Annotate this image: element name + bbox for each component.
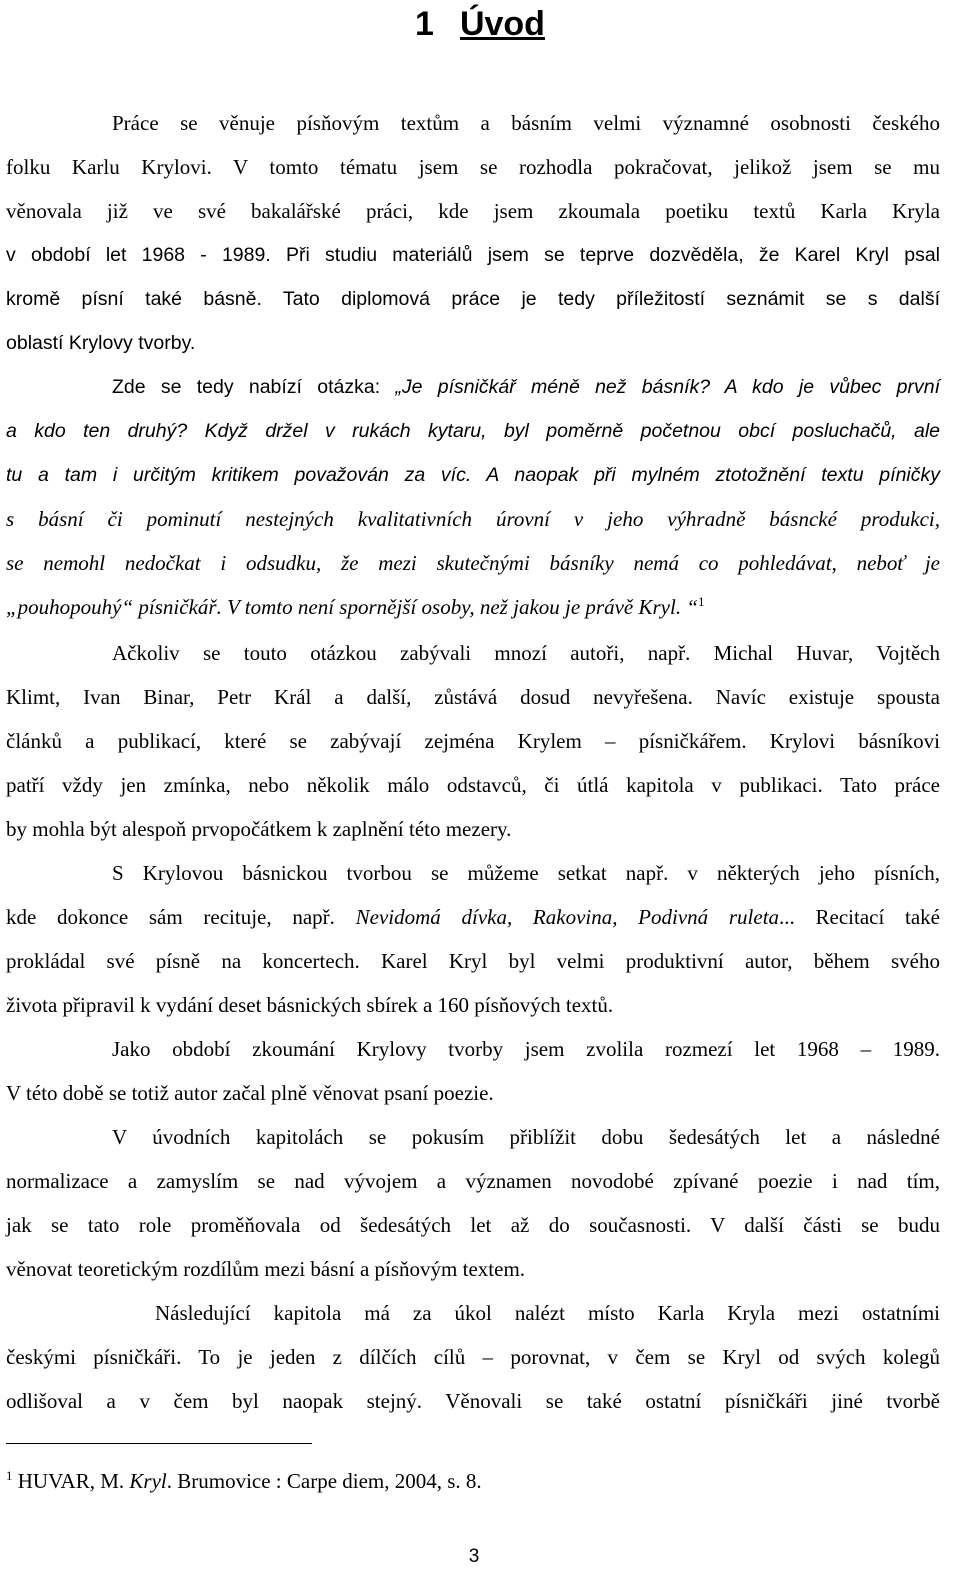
paragraph-3-line-1: Ačkoliv se touto otázkou zabývali mnozí autoři, např. Michal Huvar, Vojtěch xyxy=(112,641,940,665)
paragraph-5-line-1: Jako období zkoumání Krylovy tvorby jsem zvolila rozmezí let 1968 – 1989. xyxy=(112,1037,940,1061)
chapter-number: 1 xyxy=(415,5,434,43)
paragraph-2-line-3: tu a tam i určitým kritikem považován za víc. A naopak při mylném ztotožnění textu píničky xyxy=(6,464,940,486)
paragraph-4-line-3: prokládal své písně na koncertech. Karel Kryl byl velmi produktivní autor, během svého xyxy=(6,949,940,973)
paragraph-3-line-4: patří vždy jen zmínka, nebo několik málo odstavců, či útlá kapitola v publikaci. Tato práce xyxy=(6,773,940,797)
paragraph-7-line-1: Následující kapitola má za úkol nalézt místo Karla Kryla mezi ostatními xyxy=(155,1301,940,1325)
paragraph-2-line-4: s básní či pominutí nestejných kvalitativních úrovní v jeho výhradně básncké produkci, xyxy=(6,507,940,531)
footnote-mark: 1 xyxy=(6,1468,13,1483)
page-number: 3 xyxy=(468,1546,480,1567)
paragraph-3-line-5: by mohla být alespoň prvopočátkem k zaplnění této mezery. xyxy=(6,817,512,841)
paragraph-6-line-1: V úvodních kapitolách se pokusím přiblížit dobu šedesátých let a následné xyxy=(112,1125,940,1149)
paragraph-6-line-4: věnovat teoretickým rozdílům mezi básní a písňovým textem. xyxy=(6,1257,526,1281)
chapter-title: Úvod xyxy=(459,5,545,43)
footnote: $^1$ HUVAR, M. Kryl. Brumovice : Carpe diem, 2004, s. 8. xyxy=(6,1468,482,1493)
song-titles: Nevidomá dívka, Rakovina, Podivná ruleta xyxy=(355,905,780,929)
paragraph-1-line-3: věnovala již ve své bakalářské práci, kde jsem zkoumala poetiku textů Karla Kryla xyxy=(6,199,940,223)
paragraph-6-line-3: jak se tato role proměňovala od šedesátých let až do současnosti. V další části se budu xyxy=(6,1213,940,1237)
paragraph-1-line-5: kromě písní také básně. Tato diplomová práce je tedy příležitostí seznámit se s další xyxy=(6,288,940,310)
paragraph-1-line-4: v období let 1968 - 1989. Při studiu materiálů jsem se teprve dozvěděla, že Karel Kryl psal xyxy=(6,244,940,266)
chapter-heading xyxy=(0,0,960,48)
paragraph-7-line-2: českými písničkáři. To je jeden z dílčích cílů – porovnat, v čem se Kryl od svých kolegů xyxy=(6,1345,940,1369)
quote-start: „Je písničkář méně než básník? A kdo je vůbec první xyxy=(395,376,940,398)
paragraph-2-line-5: se nemohl nedočkat i odsudku, že mezi skutečnými básníky nemá co pohledávat, neboť je xyxy=(6,551,940,575)
footnote-separator xyxy=(6,1443,312,1444)
paragraph-2-line-2: a kdo ten druhý? Když držel v rukách kytaru, byl poměrně početnou obcí posluchačů, ale xyxy=(6,420,940,442)
paragraph-6-line-2: normalizace a zamyslím se nad vývojem a významen novodobé zpívané poezie i nad tím, xyxy=(6,1169,940,1193)
paragraph-3-line-3: článků a publikací, které se zabývají zejména Krylem – písničkářem. Krylovi básníkovi xyxy=(6,729,940,753)
paragraph-1-line-2: folku Karlu Krylovi. V tomto tématu jsem se rozhodla pokračovat, jelikož jsem se mu xyxy=(6,155,940,179)
footnote-reference: 1 xyxy=(698,594,705,609)
footnote-title: Kryl xyxy=(129,1469,167,1493)
paragraph-7-line-3: odlišoval a v čem byl naopak stejný. Věnovali se také ostatní písničkáři jiné tvorbě xyxy=(6,1389,940,1413)
paragraph-1-line-6: oblastí Krylovy tvorby. xyxy=(6,332,196,354)
paragraph-2-line-6: „pouhopouhý“ písničkář. V tomto není spornější osoby, než jakou je právě Kryl. “$^1$ xyxy=(6,594,705,619)
paragraph-5-line-2: V této době se totiž autor začal plně věnovat psaní poezie. xyxy=(6,1081,494,1105)
paragraph-4-line-4: života připravil k vydání deset básnických sbírek a 160 písňových textů. xyxy=(6,993,614,1017)
paragraph-4-line-2: kde dokonce sám recituje, např. Nevidomá dívka, Rakovina, Podivná ruleta... Recitací také xyxy=(6,905,940,929)
quote-intro: Zde se tedy nabízí otázka: xyxy=(112,376,396,398)
paragraph-4-line-1: S Krylovou básnickou tvorbou se můžeme setkat např. v některých jeho písních, xyxy=(112,861,940,885)
paragraph-3-line-2: Klimt, Ivan Binar, Petr Král a další, zůstává dosud nevyřešena. Navíc existuje spousta xyxy=(6,685,940,709)
paragraph-1-line-1: Práce se věnuje písňovým textům a básním velmi významné osobnosti českého xyxy=(112,111,940,135)
paragraph-2-line-1 xyxy=(112,372,940,402)
